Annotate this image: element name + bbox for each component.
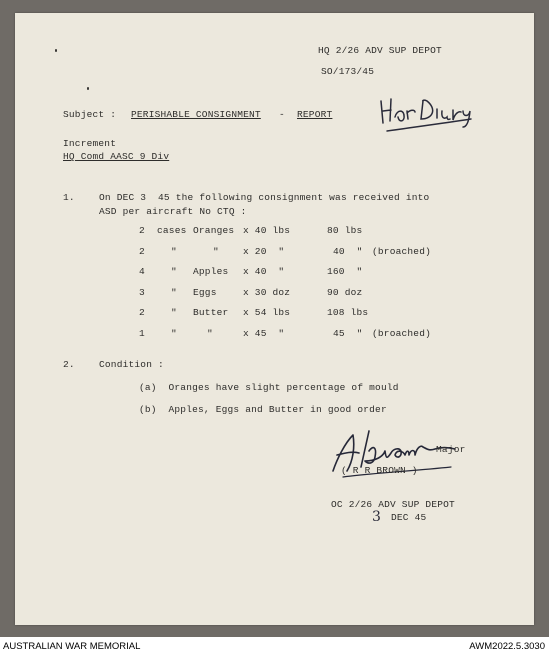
signoff-day: 3 (372, 509, 382, 525)
cell-item: " (213, 246, 219, 257)
cell-note: (broached) (372, 246, 432, 257)
cell-unit: cases (157, 225, 187, 236)
cell-per: x 40 lbs (243, 225, 291, 236)
cell-total: 40 " (333, 246, 363, 257)
cell-unit: " (171, 307, 177, 318)
subject-label: Subject : (63, 109, 117, 120)
cell-unit: " (171, 246, 177, 257)
header-ref: SO/173/45 (321, 66, 375, 77)
cell-per: x 40 " (243, 266, 285, 277)
para-2-number: 2. (63, 359, 75, 370)
cell-qty: 3 (139, 287, 145, 298)
para-2-label: Condition : (99, 359, 164, 370)
cell-note: (broached) (372, 328, 432, 339)
para-1-number: 1. (63, 192, 75, 203)
para-1-line-1: On DEC 3 45 the following consignment was received into (99, 192, 430, 203)
cell-unit: " (171, 328, 177, 339)
ink-speck (87, 87, 89, 90)
cell-per: x 20 " (243, 246, 285, 257)
cell-item: Butter (193, 307, 229, 318)
cell-item: Eggs (193, 287, 217, 298)
ink-speck (55, 49, 57, 52)
cell-unit: " (171, 287, 177, 298)
footer-institution: AUSTRALIAN WAR MEMORIAL (3, 641, 141, 652)
signoff-date: DEC 45 (391, 512, 427, 523)
cell-qty: 2 (139, 225, 145, 236)
cell-per: x 45 " (243, 328, 285, 339)
cell-item: Oranges (193, 225, 235, 236)
recipient-line-1: Increment (63, 138, 117, 149)
footer-bar (0, 637, 549, 653)
para-1-line-2: ASD per aircraft No CTQ : (99, 206, 247, 217)
cell-qty: 1 (139, 328, 145, 339)
recipient-line-2: HQ Comd AASC 9 Div (63, 151, 170, 162)
subject-report: REPORT (297, 109, 333, 120)
cell-total: 160 " (327, 266, 363, 277)
signoff-unit: OC 2/26 ADV SUP DEPOT (331, 499, 455, 510)
condition-item-a: (a) Oranges have slight percentage of mould (139, 382, 399, 393)
cell-unit: " (171, 266, 177, 277)
cell-qty: 2 (139, 246, 145, 257)
cell-total: 45 " (333, 328, 363, 339)
subject-dash: - (279, 109, 285, 120)
signoff-rank: Major (436, 444, 466, 455)
cell-qty: 2 (139, 307, 145, 318)
subject-title: PERISHABLE CONSIGNMENT (131, 109, 261, 120)
cell-per: x 30 doz (243, 287, 291, 298)
document-page (15, 13, 534, 625)
footer-accession-number: AWM2022.5.3030 (469, 641, 545, 652)
cell-qty: 4 (139, 266, 145, 277)
cell-per: x 54 lbs (243, 307, 291, 318)
war-diary-annotation (375, 89, 475, 133)
cell-total: 90 doz (327, 287, 363, 298)
cell-item: Apples (193, 266, 229, 277)
header-unit: HQ 2/26 ADV SUP DEPOT (318, 45, 442, 56)
cell-total: 80 lbs (327, 225, 363, 236)
condition-item-b: (b) Apples, Eggs and Butter in good order (139, 404, 387, 415)
signoff-name: ( R R BROWN ) (341, 465, 418, 476)
cell-total: 108 lbs (327, 307, 369, 318)
cell-item: " (207, 328, 213, 339)
